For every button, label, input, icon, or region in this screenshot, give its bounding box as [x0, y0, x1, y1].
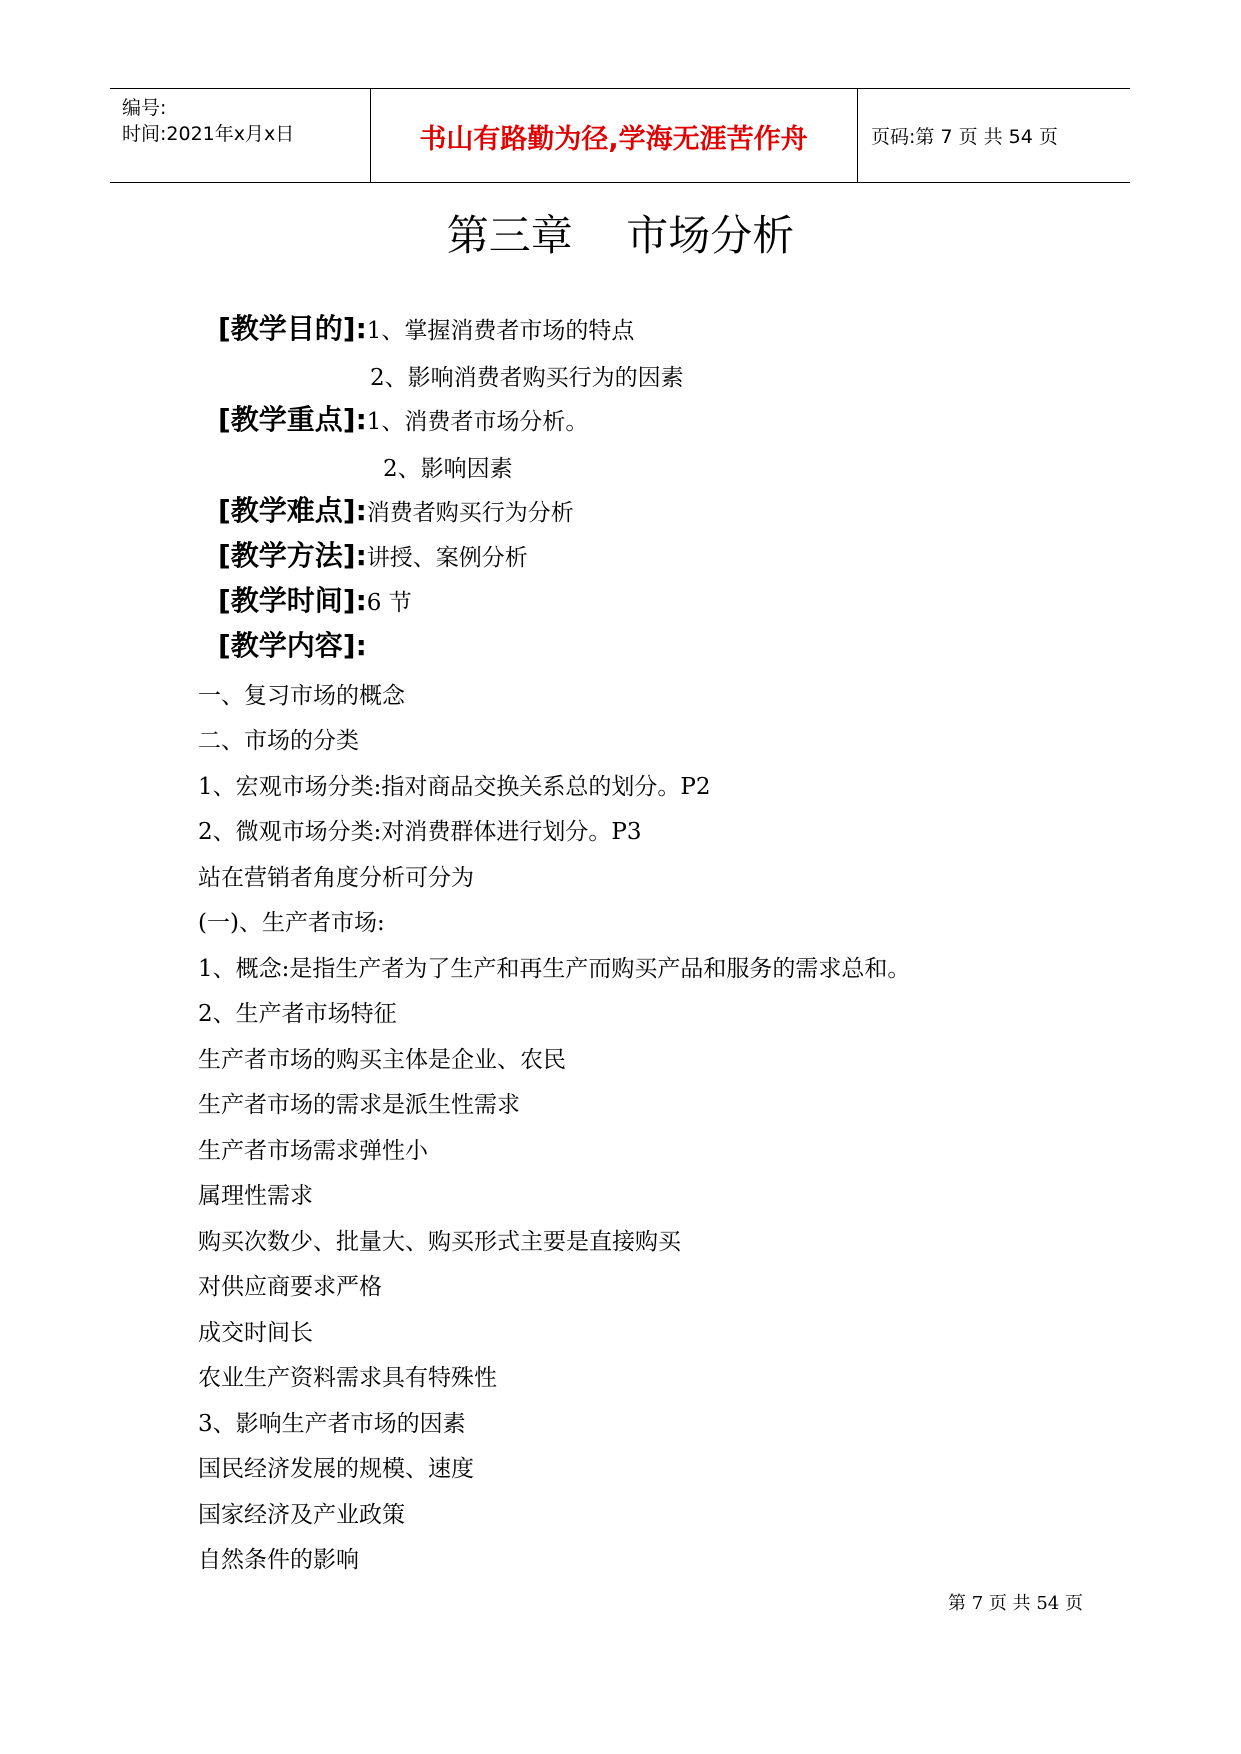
meta-time	[218, 579, 412, 619]
header-page-info: 页码:第 7 页 共 54 页	[871, 126, 1058, 148]
body-line: 生产者市场的购买主体是企业、农民	[198, 1047, 566, 1073]
meta-label: [教学目的]:	[218, 312, 367, 345]
meta-value: 讲授、案例分析	[366, 545, 528, 571]
body-line: 生产者市场需求弹性小	[198, 1138, 428, 1164]
meta-value: 6 节	[366, 590, 412, 616]
body-line: 2、生产者市场特征	[198, 1001, 397, 1027]
body-line: 国家经济及产业政策	[198, 1502, 405, 1528]
body-line: 成交时间长	[198, 1320, 313, 1346]
body-line: 农业生产资料需求具有特殊性	[198, 1365, 497, 1391]
motto-text: 书山有路勤为径,学海无涯苦作舟	[419, 124, 808, 155]
meta-objective-2	[370, 359, 684, 392]
meta-label: [教学重点]:	[218, 403, 367, 436]
meta-key-points	[218, 398, 588, 438]
serial-label: 编号:	[122, 97, 167, 119]
meta-label: [教学时间]:	[218, 584, 367, 617]
meta-method	[218, 534, 528, 574]
body-line: 国民经济发展的规模、速度	[198, 1456, 474, 1482]
body-line: 站在营销者角度分析可分为	[198, 865, 474, 891]
meta-label: [教学难点]:	[218, 494, 367, 527]
chapter-title: 第三章 市场分析	[446, 211, 795, 260]
meta-value: 1、掌握消费者市场的特点	[366, 318, 635, 344]
meta-value: 2、影响因素	[383, 456, 513, 482]
page-footer: 第 7 页 共 54 页	[948, 1593, 1083, 1614]
meta-value: 1、消费者市场分析。	[366, 409, 589, 435]
body-line: 二、市场的分类	[198, 728, 359, 754]
body-line: 购买次数少、批量大、购买形式主要是直接购买	[198, 1229, 681, 1255]
header-page-cell	[857, 89, 1130, 182]
header-info-cell	[110, 89, 371, 182]
meta-difficulty	[218, 489, 574, 529]
body-line: 属理性需求	[198, 1183, 313, 1209]
date-label: 时间:2021年x月x日	[122, 123, 295, 145]
meta-objective	[218, 307, 634, 347]
meta-label: [教学内容]:	[218, 629, 367, 662]
body-line: 3、影响生产者市场的因素	[198, 1411, 466, 1437]
meta-value: 2、影响消费者购买行为的因素	[370, 365, 684, 391]
body-line: 一、复习市场的概念	[198, 683, 405, 709]
header-motto-cell	[370, 89, 858, 182]
body-line: 2、微观市场分类:对消费群体进行划分。P3	[198, 819, 642, 845]
meta-key-points-2	[383, 450, 513, 483]
body-line: (一)、生产者市场:	[198, 910, 385, 936]
meta-content	[218, 624, 367, 664]
meta-value: 消费者购买行为分析	[366, 500, 574, 526]
body-line: 生产者市场的需求是派生性需求	[198, 1092, 520, 1118]
document-header	[110, 88, 1130, 183]
body-line: 1、概念:是指生产者为了生产和再生产而购买产品和服务的需求总和。	[198, 956, 911, 982]
meta-label: [教学方法]:	[218, 539, 367, 572]
body-line: 对供应商要求严格	[198, 1274, 382, 1300]
body-line: 1、宏观市场分类:指对商品交换关系总的划分。P2	[198, 774, 711, 800]
body-line: 自然条件的影响	[198, 1547, 359, 1573]
